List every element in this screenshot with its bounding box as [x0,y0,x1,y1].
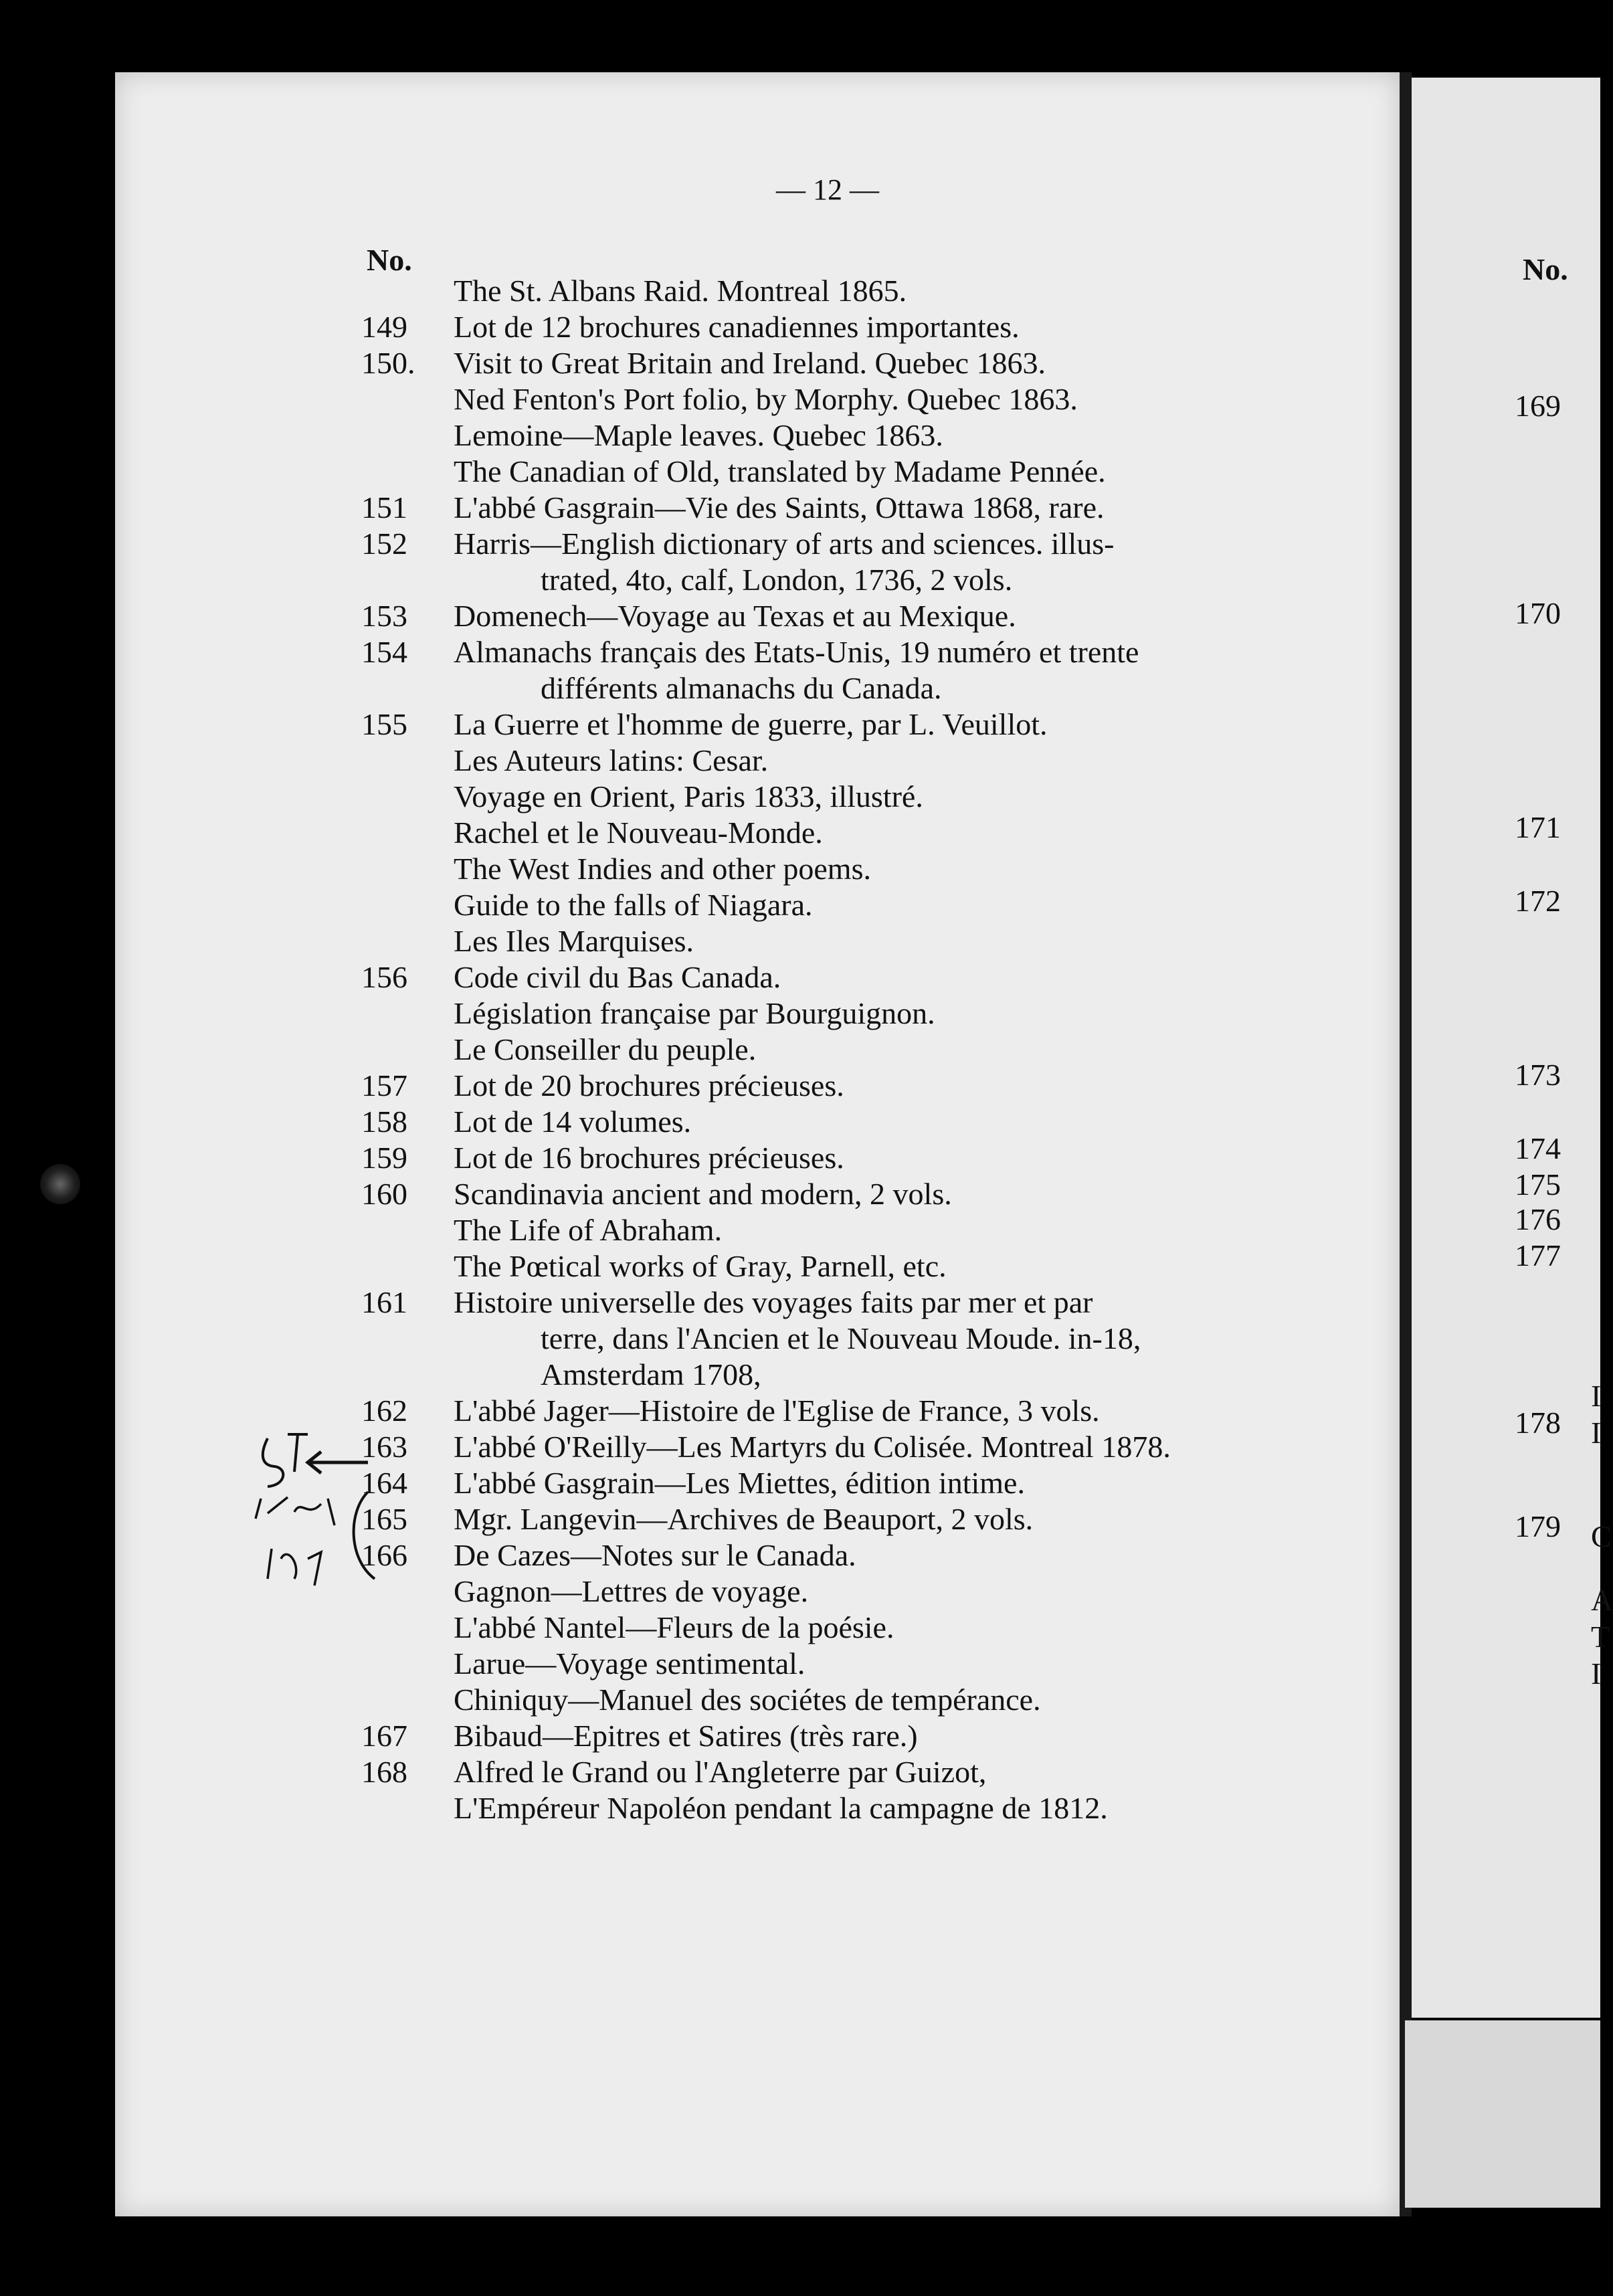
catalogue-entry [348,1176,1338,1284]
catalogue-entry [348,598,1338,634]
entry-text: Scandinavia ancient and modern, 2 vols. [454,1177,952,1211]
entry-text: terre, dans l'Ancien et le Nouveau Moude. in-18, [541,1321,1141,1355]
entry-text: Lot de 20 brochures précieuses. [454,1068,844,1103]
annotation-arrow [308,1452,368,1473]
adjacent-page [1412,78,1600,2018]
right-edge-letter: I [1591,1656,1602,1691]
entry-text: Chiniquy—Manuel des sociétes de tempérance. [454,1683,1041,1717]
catalogue-entry [348,345,1338,490]
entry-text: Amsterdam 1708, [541,1357,761,1392]
catalogue-entry [348,1104,1338,1140]
entry-text: Le Conseiller du peuple. [454,1032,757,1066]
entry-text: Domenech—Voyage au Texas et au Mexique. [454,599,1016,633]
catalogue-entry [348,1501,1338,1537]
entry-text: Larue—Voyage sentimental. [454,1646,805,1681]
right-column-heading: No. [1523,252,1568,286]
entry-number: 153 [361,599,407,633]
annotation-stroke-top [288,1434,308,1472]
entry-number: 161 [361,1285,407,1319]
entry-text: trated, 4to, calf, London, 1736, 2 vols. [541,563,1013,597]
entry-number: 167 [361,1719,407,1753]
entry-text: Almanachs français des Etats-Unis, 19 numéro et trente [454,635,1139,669]
right-edge-letter: T [1591,1620,1610,1654]
annotation-stroke-five [263,1438,283,1487]
entry-text: Les Auteurs latins: Cesar. [454,743,769,777]
entry-text: L'abbé Gasgrain—Les Miettes, édition intime. [454,1466,1025,1500]
entry-text: Voyage en Orient, Paris 1833, illustré. [454,779,923,814]
right-page-number: 170 [1515,596,1561,630]
entry-text: Lot de 16 brochures précieuses. [454,1141,844,1175]
entry-text: The Canadian of Old, translated by Madame Pennée. [454,454,1106,488]
entry-text: De Cazes—Notes sur le Canada. [454,1538,856,1572]
entry-text: L'abbé Jager—Histoire de l'Eglise de France, 3 vols. [454,1394,1100,1428]
catalogue-entry [348,959,1338,1068]
catalogue-entry [348,1140,1338,1176]
entry-number: 155 [361,707,407,741]
entry-number: 165 [361,1502,407,1536]
entry-text: Lemoine—Maple leaves. Quebec 1863. [454,418,943,452]
entry-text: différents almanachs du Canada. [541,671,942,705]
entry-text: Lot de 12 brochures canadiennes importantes. [454,310,1020,344]
entry-text: The West Indies and other poems. [454,852,871,886]
entry-number: 156 [361,960,407,994]
right-page-number: 178 [1515,1406,1561,1440]
entry-number: 150. [361,346,415,380]
entry-text: The Pœtical works of Gray, Parnell, etc. [454,1249,947,1283]
entry-text: Code civil du Bas Canada. [454,960,781,994]
ink-blot [40,1164,80,1204]
entry-text: Mgr. Langevin—Archives de Beauport, 2 vols. [454,1502,1034,1536]
catalogue-entry [348,1284,1338,1393]
entry-text: The Life of Abraham. [454,1213,723,1247]
entry-text: Rachel et le Nouveau-Monde. [454,816,823,850]
entry-text: L'Empéreur Napoléon pendant la campagne de 1812. [454,1791,1108,1825]
annotation-bracket [354,1492,375,1579]
catalogue-entry [348,490,1338,526]
catalogue-entry [348,1393,1338,1429]
right-page-number: 177 [1515,1238,1561,1272]
right-page-number: 171 [1515,810,1561,844]
catalogue-entry [348,1754,1338,1826]
right-edge-letter: A [1591,1583,1613,1617]
entry-text: Histoire universelle des voyages faits par mer et par [454,1285,1093,1319]
entry-text: Visit to Great Britain and Ireland. Quebec 1863. [454,346,1046,380]
entry-text: Alfred le Grand ou l'Angleterre par Guizot, [454,1755,987,1789]
catalogue-entry [348,1465,1338,1501]
entry-number: 157 [361,1068,407,1103]
right-edge-letter: I [1591,1379,1602,1413]
annotation-stroke-low [268,1549,321,1586]
entry-number: 163 [361,1430,407,1464]
entry-text: Bibaud—Epitres et Satires (très rare.) [454,1719,918,1753]
entry-text: L'abbé O'Reilly—Les Martyrs du Colisée. Montreal 1878. [454,1430,1171,1464]
column-heading: No. [367,243,412,277]
catalogue-entry [348,1429,1338,1465]
entry-text: Ned Fenton's Port folio, by Morphy. Quebec 1863. [454,382,1078,416]
right-page-number: 172 [1515,884,1561,918]
entry-number: 164 [361,1466,407,1500]
right-page-number: 176 [1515,1202,1561,1236]
entry-number: 154 [361,635,407,669]
catalogue-entry [348,706,1338,959]
handwritten-annotation [248,1425,401,1612]
entry-text: Guide to the falls of Niagara. [454,888,813,922]
entry-text: Lot de 14 volumes. [454,1105,692,1139]
catalogue-entry [348,634,1338,706]
entry-text: The St. Albans Raid. Montreal 1865. [454,274,907,308]
catalogue-entry [348,1718,1338,1754]
right-edge-letter: I [1591,1416,1602,1450]
entry-number: 149 [361,310,407,344]
entry-number: 166 [361,1538,407,1572]
entry-number: 159 [361,1141,407,1175]
entry-text: Les Iles Marquises. [454,924,694,958]
book-gutter [1400,72,1412,2216]
catalogue-entries [348,273,1338,1826]
right-edge-letter: C [1591,1519,1612,1553]
entry-text: L'abbé Gasgrain—Vie des Saints, Ottawa 1868, rare. [454,490,1105,524]
catalogue-entry [348,526,1338,598]
right-page-number: 174 [1515,1131,1561,1165]
entry-number: 168 [361,1755,407,1789]
entry-text: L'abbé Nantel—Fleurs de la poésie. [454,1610,894,1644]
right-page-number: 175 [1515,1167,1561,1202]
entry-text: Législation française par Bourguignon. [454,996,935,1030]
catalogue-entry [348,309,1338,345]
entry-text: Harris—English dictionary of arts and sciences. illus- [454,527,1115,561]
entry-number: 152 [361,527,407,561]
right-page-number: 169 [1515,389,1561,423]
page-number: — 12 — [776,173,879,206]
catalogue-entry [348,1537,1338,1718]
right-page-number: 179 [1515,1509,1561,1543]
entry-number: 151 [361,490,407,524]
entry-number: 158 [361,1105,407,1139]
annotation-stroke-mid [256,1497,335,1525]
right-page-number: 173 [1515,1058,1561,1092]
entry-text: La Guerre et l'homme de guerre, par L. Veuillot. [454,707,1048,741]
entry-number: 162 [361,1394,407,1428]
catalogue-entry [348,1068,1338,1104]
catalogue-entry [348,273,1338,309]
entry-number: 160 [361,1177,407,1211]
entry-text: Gagnon—Lettres de voyage. [454,1574,809,1608]
adjacent-page-edge [1405,2020,1600,2208]
